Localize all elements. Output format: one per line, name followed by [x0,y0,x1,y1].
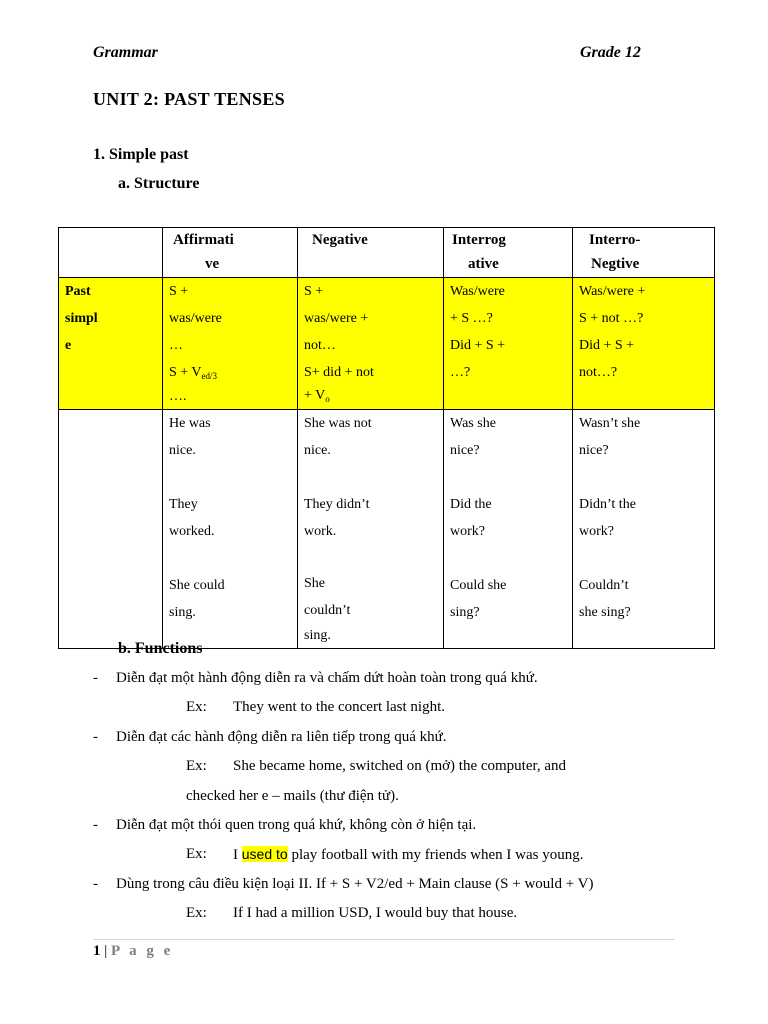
example-label: Ex: [186,699,207,715]
example-line: nice. [169,443,196,458]
highlighted-phrase: used to [241,846,288,862]
structure-text: + V [304,388,326,403]
page-separator: | [100,943,112,959]
example-line: They didn’t [304,497,370,512]
interro-negative-examples [573,410,715,649]
example-line: sing? [450,605,480,620]
spacer [169,545,297,572]
example-line: Wasn’t she [579,416,641,431]
row-label-line: e [65,338,72,353]
function-text: Diễn đạt một hành động diễn ra và chấm dứt hoàn toàn trong quá khứ. [116,670,538,686]
structure-line: … [169,338,183,353]
example-label: Ex: [186,758,207,774]
spacer [169,464,297,491]
header-affirmative [163,228,298,278]
bullet-dash: - [93,670,98,686]
spacer [304,545,443,570]
function-text: Diễn đạt các hành động diễn ra liên tiếp trong quá khứ. [116,729,447,745]
example-line: Was she [450,416,496,431]
structure-line: S+ did + not [304,365,374,380]
table-header-row [59,228,715,278]
header-line: ve [205,256,220,272]
example-line: She [304,576,325,591]
spacer [450,464,572,491]
structure-line: …. [169,389,187,404]
structure-line: Did + S + [450,338,506,353]
example-text [233,846,583,864]
subscript: ed/3 [201,371,218,381]
negative-structure [298,278,444,410]
header-subject: Grammar [93,44,158,61]
example-line: work? [450,524,485,539]
example-label: Ex: [186,846,207,862]
structure-line: not…? [579,365,618,380]
bullet-dash: - [93,876,98,892]
page-label: P a g e [111,943,174,959]
structure-line: was/were + [304,311,369,326]
example-line: Could she [450,578,507,593]
examples-empty-cell [59,410,163,649]
example-text-part: I [233,847,242,863]
spacer [304,464,443,491]
structure-line [304,386,443,409]
example-line: worked. [169,524,215,539]
example-line: Did the [450,497,492,512]
structure-line: Did + S + [579,338,635,353]
structure-line: Was/were [450,284,505,299]
header-interro-negative [573,228,715,278]
section-heading-simple-past: 1. Simple past [93,146,189,163]
structure-line: Was/were + [579,284,646,299]
subsection-heading-structure: a. Structure [118,175,200,192]
structure-row [59,278,715,410]
example-text-part: play football with my friends when I was young. [287,847,584,863]
example-line: Couldn’t [579,578,629,593]
example-line: He was [169,416,211,431]
example-line: couldn’t [304,603,351,618]
example-line: Didn’t the [579,497,636,512]
example-text: If I had a million USD, I would buy that house. [233,905,518,921]
interro-negative-structure [573,278,715,410]
page-footer [93,943,173,960]
row-label-line: simpl [65,311,98,326]
header-grade: Grade 12 [580,44,641,61]
spacer [579,464,714,491]
interrogative-structure [444,278,573,410]
example-line: nice? [450,443,480,458]
structure-line: S + [169,284,189,299]
bullet-dash: - [93,817,98,833]
affirmative-examples [163,410,298,649]
example-line: sing. [169,605,196,620]
structure-line: …? [450,365,471,380]
structure-line [169,359,297,390]
structure-text: S + V [169,365,202,380]
examples-row [59,410,715,649]
example-line: nice? [579,443,609,458]
footer-divider [93,939,675,940]
example-line: She was not [304,416,372,431]
bullet-dash: - [93,729,98,745]
header-line: Negative [312,232,368,248]
page-number: 1 [93,943,101,959]
structure-line: was/were [169,311,222,326]
example-text-continued: checked her e – mails (thư điện tử). [186,788,399,804]
affirmative-structure [163,278,298,410]
structure-table [58,227,715,649]
row-label-line: Past [65,284,91,299]
header-line: Interrog [452,232,506,248]
example-text: She became home, switched on (mở) the computer, and [233,758,567,774]
negative-examples [298,410,444,649]
function-text: Dùng trong câu điều kiện loại II. If + S + V2/ed + Main clause (S + would + V) [116,876,594,892]
example-text: They went to the concert last night. [233,699,446,715]
spacer [450,545,572,572]
header-line: Interro- [589,232,641,248]
header-interrogative [444,228,573,278]
example-line: work? [579,524,614,539]
structure-line: S + [304,284,324,299]
example-label: Ex: [186,905,207,921]
example-line: she sing? [579,605,631,620]
function-text: Diễn đạt một thói quen trong quá khứ, không còn ở hiện tại. [116,817,477,833]
header-empty-cell [59,228,163,278]
row-label-past-simple [59,278,163,410]
header-negative [298,228,444,278]
example-line: sing. [304,628,331,643]
example-line: She could [169,578,225,593]
structure-line: not… [304,338,336,353]
spacer [579,545,714,572]
interrogative-examples [444,410,573,649]
example-line: work. [304,524,337,539]
header-line: ative [468,256,499,272]
header-line: Negtive [591,256,640,272]
example-line: They [169,497,198,512]
example-line: nice. [304,443,331,458]
structure-line: S + not …? [579,311,644,326]
subscript: o [325,394,330,404]
structure-line: + S …? [450,311,493,326]
page-title: UNIT 2: PAST TENSES [93,89,285,109]
subsection-heading-functions: b. Functions [118,640,203,657]
header-line: Affirmati [173,232,234,248]
